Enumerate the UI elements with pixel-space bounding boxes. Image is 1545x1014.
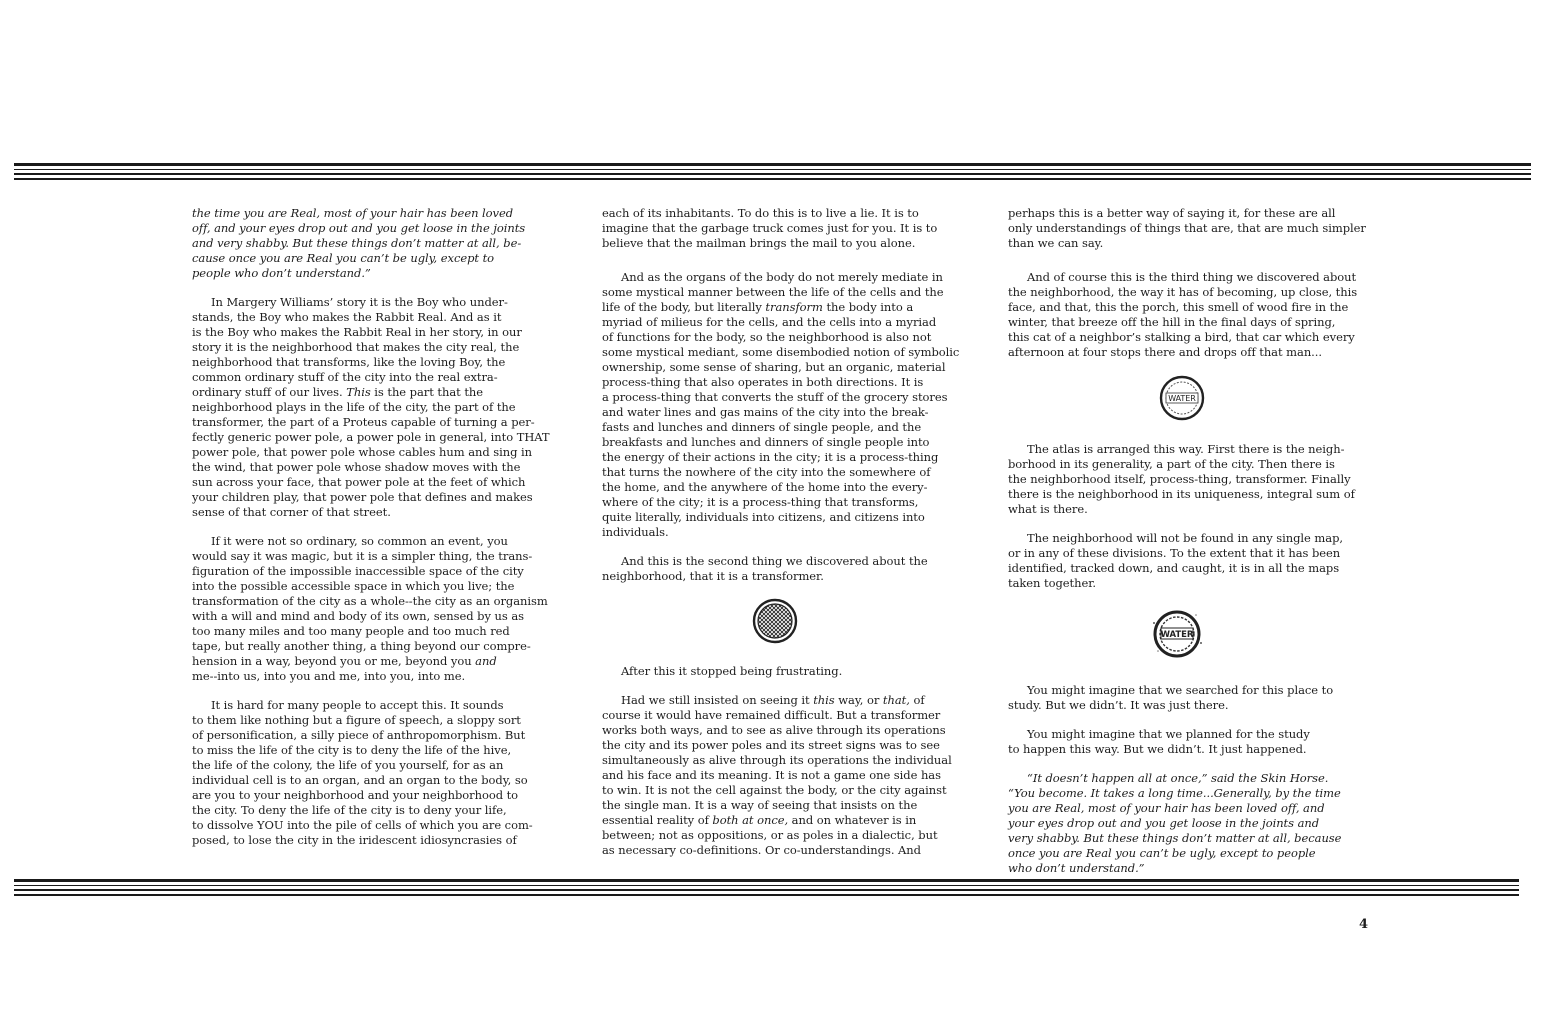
text-line: neighborhood plays in the life of the city, the part of the [192,400,516,414]
text-line: too many miles and too many people and too much red [192,624,510,638]
svg-text:WATER: WATER [1160,630,1194,640]
text-line: to win. It is not the cell against the body, or the city against [602,783,947,797]
text-line: fasts and lunches and dinners of single people, and the [602,420,922,434]
text-line: between; not as oppositions, or as poles in a dialectic, but [602,828,938,842]
text-line: face, and that, this the porch, this smell of wood fire in the [1008,300,1349,314]
text-line: some mystical mediant, some disembodied notion of symbolic [602,345,960,359]
text-line: and his face and its meaning. It is not a game one side has [602,768,941,782]
text-line: ownership, some sense of sharing, but an organic, material [602,360,946,374]
text-line: the wind, that power pole whose shadow moves with the [192,460,521,474]
text-line: The neighborhood will not be found in any single map, [1027,531,1343,545]
paragraph [1008,531,1380,591]
text-line: the life of the colony, the life of you yourself, for as an [192,758,504,772]
text-line: common ordinary stuff of the city into the real extra- [192,370,498,384]
text-line: into the possible accessible space in which you live; the [192,579,515,593]
text-line: posed, to lose the city in the iridescent idiosyncrasies of [192,833,517,847]
text-column-3 [1008,206,1380,890]
text-line: ordinary stuff of our lives. This is the part that the [192,385,484,399]
text-line: stands, the Boy who makes the Rabbit Real. And as it [192,310,502,324]
grate-emblem-icon [752,598,798,644]
text-line: the city. To deny the life of the city is to deny your life, [192,803,507,817]
text-line: neighborhood, that it is a transformer. [602,569,824,583]
text-line: are you to your neighborhood and your neighborhood to [192,788,519,802]
paragraph [602,206,974,251]
text-line: course it would have remained difficult. But a transformer [602,708,941,722]
text-line: some mystical manner between the life of the cells and the [602,285,944,299]
text-line: off, and your eyes drop out and you get loose in the joints [192,221,526,235]
text-line: neighborhood that transforms, like the loving Boy, the [192,355,506,369]
text-line: works both ways, and to see as alive through its operations [602,723,946,737]
page-number: 4 [1359,917,1369,932]
paragraph [1008,683,1380,713]
text-line: people who don’t understand.” [192,266,371,280]
text-line: “You become. It takes a long time...Generally, by the time [1008,786,1341,800]
paragraph [192,206,564,281]
text-line: where of the city; it is a process-thing that transforms, [602,495,919,509]
text-line: or in any of these divisions. To the extent that it has been [1008,546,1341,560]
text-line: identified, tracked down, and caught, it is in all the maps [1008,561,1340,575]
text-line: imagine that the garbage truck comes just for you. It is to [602,221,938,235]
paragraph [1008,442,1380,517]
paragraph [602,664,974,679]
paragraph [1008,771,1380,876]
text-line: sense of that corner of that street. [192,505,391,519]
text-line: And this is the second thing we discovered about the [621,554,928,568]
text-line: of functions for the body, so the neighborhood is also not [602,330,932,344]
text-line: life of the body, but literally transform the body into a [602,300,914,314]
text-line: the single man. It is a way of seeing that insists on the [602,798,918,812]
text-line: simultaneously as alive through its operations the individual [602,753,952,767]
text-line: this cat of a neighbor’s stalking a bird, that car which every [1008,330,1355,344]
text-column-2 [602,206,974,872]
text-line: The atlas is arranged this way. First there is the neigh- [1027,442,1345,456]
text-line: myriad of milieus for the cells, and the cells into a myriad [602,315,937,329]
text-line: is the Boy who makes the Rabbit Real in her story, in our [192,325,522,339]
text-line: You might imagine that we planned for the study [1027,727,1310,741]
svg-text:WATER: WATER [1168,394,1196,403]
text-line: individual cell is to an organ, and an organ to the body, so [192,773,528,787]
text-line: the neighborhood itself, process-thing, transformer. Finally [1008,472,1351,486]
text-line: transformation of the city as a whole--the city as an organism [192,594,548,608]
text-line: tape, but really another thing, a thing beyond our compre- [192,639,531,653]
text-line: to happen this way. But we didn’t. It just happened. [1008,742,1307,756]
text-line: your children play, that power pole that defines and makes [192,490,533,504]
text-line: breakfasts and lunches and dinners of single people into [602,435,930,449]
text-line: perhaps this is a better way of saying it, for these are all [1008,206,1336,220]
top-decorative-rules [14,163,1531,183]
text-line: a process-thing that converts the stuff of the grocery stores [602,390,948,404]
water-emblem-icon [1158,374,1206,422]
text-line: me--into us, into you and me, into you, into me. [192,669,466,683]
text-line: your eyes drop out and you get loose in the joints and [1008,816,1320,830]
text-line: cause once you are Real you can’t be ugly, except to [192,251,495,265]
text-line: than we can say. [1008,236,1104,250]
paragraph [192,698,564,848]
text-line: quite literally, individuals into citizens, and citizens into [602,510,925,524]
text-line: believe that the mailman brings the mail to you alone. [602,236,916,250]
text-column-1 [192,206,564,862]
text-line: who don’t understand.” [1008,861,1145,875]
text-line: to miss the life of the city is to deny the life of the hive, [192,743,512,757]
text-line: After this it stopped being frustrating. [621,664,843,678]
text-line: with a will and mind and body of its own, sensed by us as [192,609,525,623]
paragraph [192,534,564,684]
text-line: the energy of their actions in the city; it is a process-thing [602,450,939,464]
text-line: You might imagine that we searched for this place to [1027,683,1334,697]
text-line: In Margery Williams’ story it is the Boy who under- [211,295,508,309]
paragraph [1008,727,1380,757]
text-line: sun across your face, that power pole at the feet of which [192,475,526,489]
text-line: fectly generic power pole, a power pole in general, into THAT [192,430,550,444]
text-line: you are Real, most of your hair has been loved off, and [1008,801,1325,815]
text-line: figuration of the impossible inaccessible space of the city [192,564,524,578]
text-line: story it is the neighborhood that makes the city real, the [192,340,520,354]
paragraph [602,270,974,540]
text-line: very shabby. But these things don’t matter at all, because [1008,831,1342,845]
paragraph [1008,270,1380,360]
text-line: transformer, the part of a Proteus capable of turning a per- [192,415,535,429]
text-line: taken together. [1008,576,1096,590]
text-line: that turns the nowhere of the city into the somewhere of [602,465,931,479]
text-line: study. But we didn’t. It was just there. [1008,698,1229,712]
text-line: borhood in its generality, a part of the city. Then there is [1008,457,1335,471]
text-line: to them like nothing but a figure of speech, a sloppy sort [192,713,521,727]
bottom-decorative-rules [14,879,1519,899]
paragraph [602,554,974,584]
text-line: once you are Real you can’t be ugly, except to people [1008,846,1316,860]
text-line: hension in a way, beyond you or me, beyond you and [192,654,497,668]
paragraph [602,693,974,858]
text-line: winter, that breeze off the hill in the final days of spring, [1008,315,1336,329]
paragraph [1008,206,1380,251]
text-line: If it were not so ordinary, so common an event, you [211,534,508,548]
text-line: of personification, a silly piece of anthropomorphism. But [192,728,526,742]
text-line: only understandings of things that are, that are much simpler [1008,221,1366,235]
text-line: and water lines and gas mains of the city into the break- [602,405,929,419]
text-line: And of course this is the third thing we discovered about [1027,270,1357,284]
text-line: the neighborhood, the way it has of becoming, up close, this [1008,285,1358,299]
text-line: power pole, that power pole whose cables hum and sing in [192,445,533,459]
text-line: afternoon at four stops there and drops off that man... [1008,345,1323,359]
text-line: to dissolve YOU into the pile of cells of which you are com- [192,818,533,832]
text-line: each of its inhabitants. To do this is to live a lie. It is to [602,206,919,220]
text-line: Had we still insisted on seeing it this way, or that, of [621,693,925,707]
text-line: process-thing that also operates in both directions. It is [602,375,924,389]
text-line: the home, and the anywhere of the home into the every- [602,480,928,494]
text-line: individuals. [602,525,669,539]
text-line: and very shabby. But these things don’t matter at all, be- [192,236,522,250]
text-line: what is there. [1008,502,1088,516]
text-line: “It doesn’t happen all at once,” said the Skin Horse. [1027,771,1329,785]
water-emblem-icon [1146,603,1208,665]
paragraph [192,295,564,520]
text-line: there is the neighborhood in its uniqueness, integral sum of [1008,487,1355,501]
text-line: the city and its power poles and its street signs was to see [602,738,940,752]
text-line: the time you are Real, most of your hair has been loved [192,206,514,220]
text-line: would say it was magic, but it is a simpler thing, the trans- [192,549,533,563]
text-line: It is hard for many people to accept this. It sounds [211,698,504,712]
text-line: essential reality of both at once, and on whatever is in [602,813,917,827]
text-line: And as the organs of the body do not merely mediate in [621,270,943,284]
text-line: as necessary co-definitions. Or co-understandings. And [602,843,921,857]
